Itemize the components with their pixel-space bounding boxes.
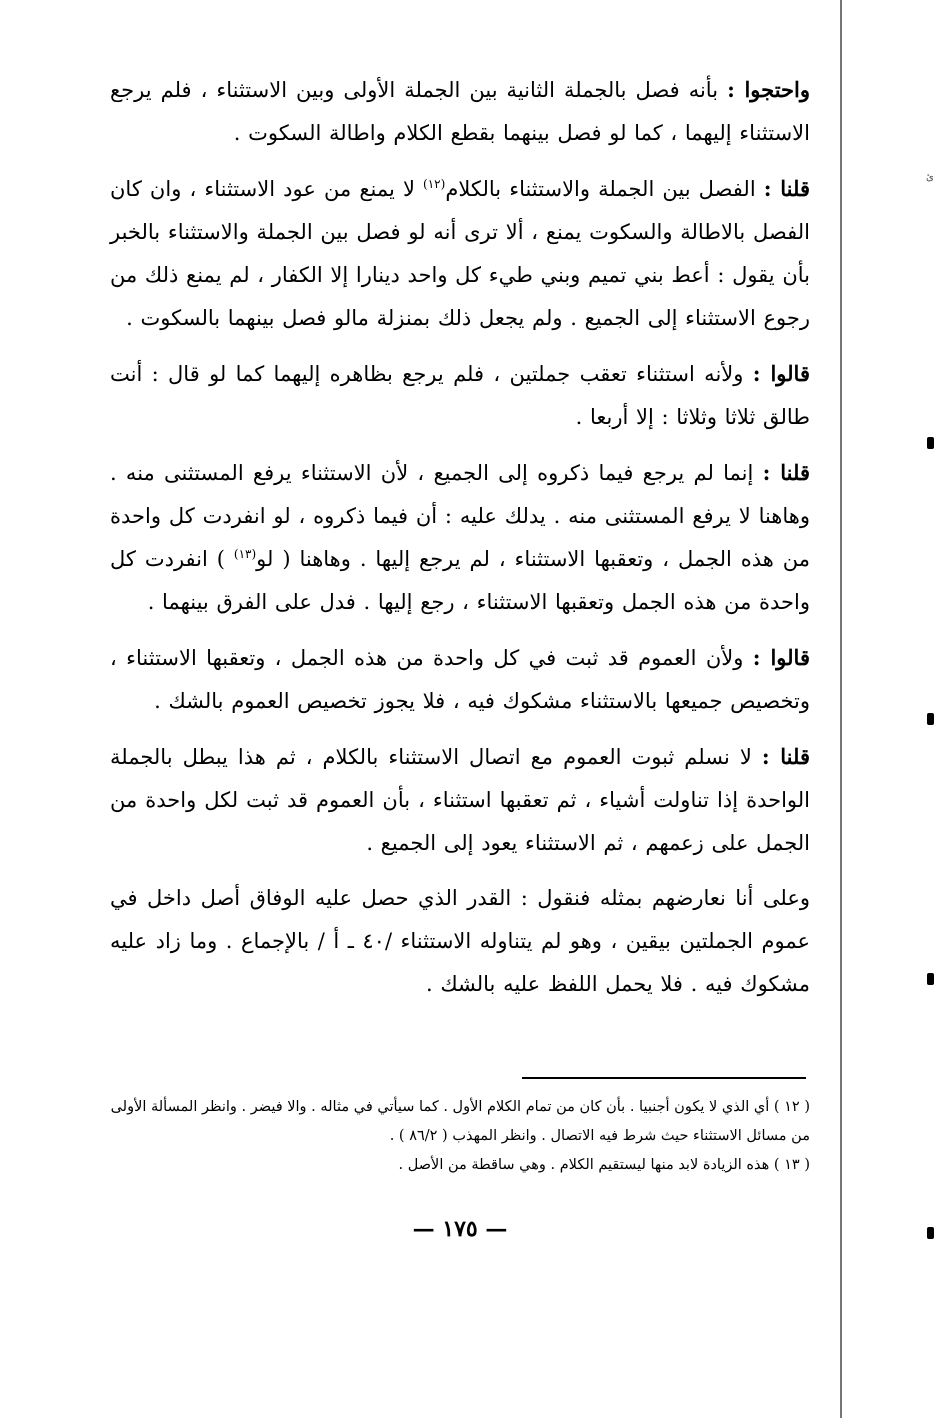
paragraph-lead: قلنا : — [761, 744, 810, 769]
paragraph — [110, 451, 810, 624]
paragraph — [110, 352, 810, 439]
paragraph — [110, 735, 810, 865]
footnote: ( ١٢ ) أي الذي لا يكون أجنبيا . بأن كان من تمام الكلام الأول . كما سيأتي في مثاله . والا فيضر . وانظر المسألة الأولى من مسائل الاستثناء حيث شرط فيه الاتصال . وانظر المهذب ( ٨٦/٢ ) . — [110, 1099, 810, 1144]
paragraph-text: ولأن العموم قد ثبت في كل واحدة من هذه الجمل ، وتعقبها الاستثناء ، وتخصيص جميعها بالاستثناء مشكوك فيه ، فلا يجوز تخصيص العموم بالشك . — [110, 646, 810, 713]
paragraph — [110, 877, 810, 1006]
paragraph-text: لا نسلم ثبوت العموم مع اتصال الاستثناء بالكلام ، ثم هذا يبطل بالجملة الواحدة إذا تناولت أشياء ، ثم تعقبها استثناء ، بأن العموم قد ثبت لكل واحدة من الجمل على زعمهم ، ثم الاستثناء يعود إلى الجميع . — [110, 745, 810, 855]
paragraph-lead: قالوا : — [752, 645, 810, 670]
paragraph — [110, 68, 810, 155]
paragraph-text: ) انفردت كل واحدة من هذه الجمل وتعقبها الاستثناء ، رجع إليها . فدل على الفرق بينهما . — [110, 547, 810, 614]
footnote-separator — [522, 1077, 806, 1079]
paragraph-text: وعلى أنا نعارضهم بمثله فنقول : القدر الذي حصل عليه الوفاق أصل داخل في عموم الجملتين بيقين ، وهو لم يتناوله الاستثناء /٤٠ ـ أ / بالإجماع . وما زاد عليه مشكوك فيه . فلا يحمل اللفظ عليه بالشك . — [110, 886, 810, 996]
edge-mark — [927, 973, 934, 985]
paragraph-lead: قلنا : — [762, 460, 810, 485]
edge-mark — [927, 437, 934, 449]
paragraph — [110, 636, 810, 723]
paragraph — [110, 167, 810, 340]
paragraph-lead: قلنا : — [763, 176, 810, 201]
page-number: — ١٧٥ — — [412, 1216, 508, 1242]
edge-scan-mark: ئ — [926, 172, 934, 183]
main-text — [110, 68, 810, 1018]
paragraph-lead: واحتجوا : — [727, 77, 810, 102]
paragraph-text: بأنه فصل بالجملة الثانية بين الجملة الأولى وبين الاستثناء ، فلم يرجع الاستثناء إليهما ، كما لو فصل بينهما بقطع الكلام واطالة السكوت . — [110, 78, 810, 145]
footnote-ref: (١٢) — [423, 177, 446, 191]
paragraph-lead: قالوا : — [752, 361, 810, 386]
footnote-ref: (١٣) — [233, 547, 257, 561]
paragraph-text: إنما لم يرجع فيما ذكروه إلى الجميع ، لأن الاستثناء يرفع المستثنى منه . وهاهنا لا يرفع المستثنى منه . يدلك عليه : أن فيما ذكروه ، لو انفردت كل واحدة من هذه الجمل ، وتعقبها الاستثناء ، لم يرجع إليها . وهاهنا ( لو — [110, 461, 810, 571]
footnotes — [100, 1093, 810, 1180]
paragraph-text: ولأنه استثناء تعقب جملتين ، فلم يرجع بظاهره إليهما كما لو قال : أنت طالق ثلاثا وثلاثا : إلا أربعا . — [110, 362, 810, 429]
right-margin-rule — [840, 0, 842, 1418]
paragraph-text: لا يمنع من عود الاستثناء ، وان كان الفصل بالاطالة والسكوت يمنع ، ألا ترى أنه لو فصل بين الجملة والاستثناء بالخبر بأن يقول : أعط بني تميم وبني طيء كل واحد دينارا إلا الكفار ، لم يمنع ذلك من رجوع الاستثناء إلى الجميع . ولم يجعل ذلك بمنزلة مالو فصل بينهما بالسكوت . — [110, 177, 810, 330]
paragraph-text: الفصل بين الجملة والاستثناء بالكلام — [445, 177, 764, 201]
edge-mark — [927, 1227, 934, 1239]
footnote: ( ١٣ ) هذه الزيادة لابد منها ليستقيم الكلام . وهي ساقطة من الأصل . — [398, 1157, 810, 1173]
edge-mark — [927, 713, 934, 725]
